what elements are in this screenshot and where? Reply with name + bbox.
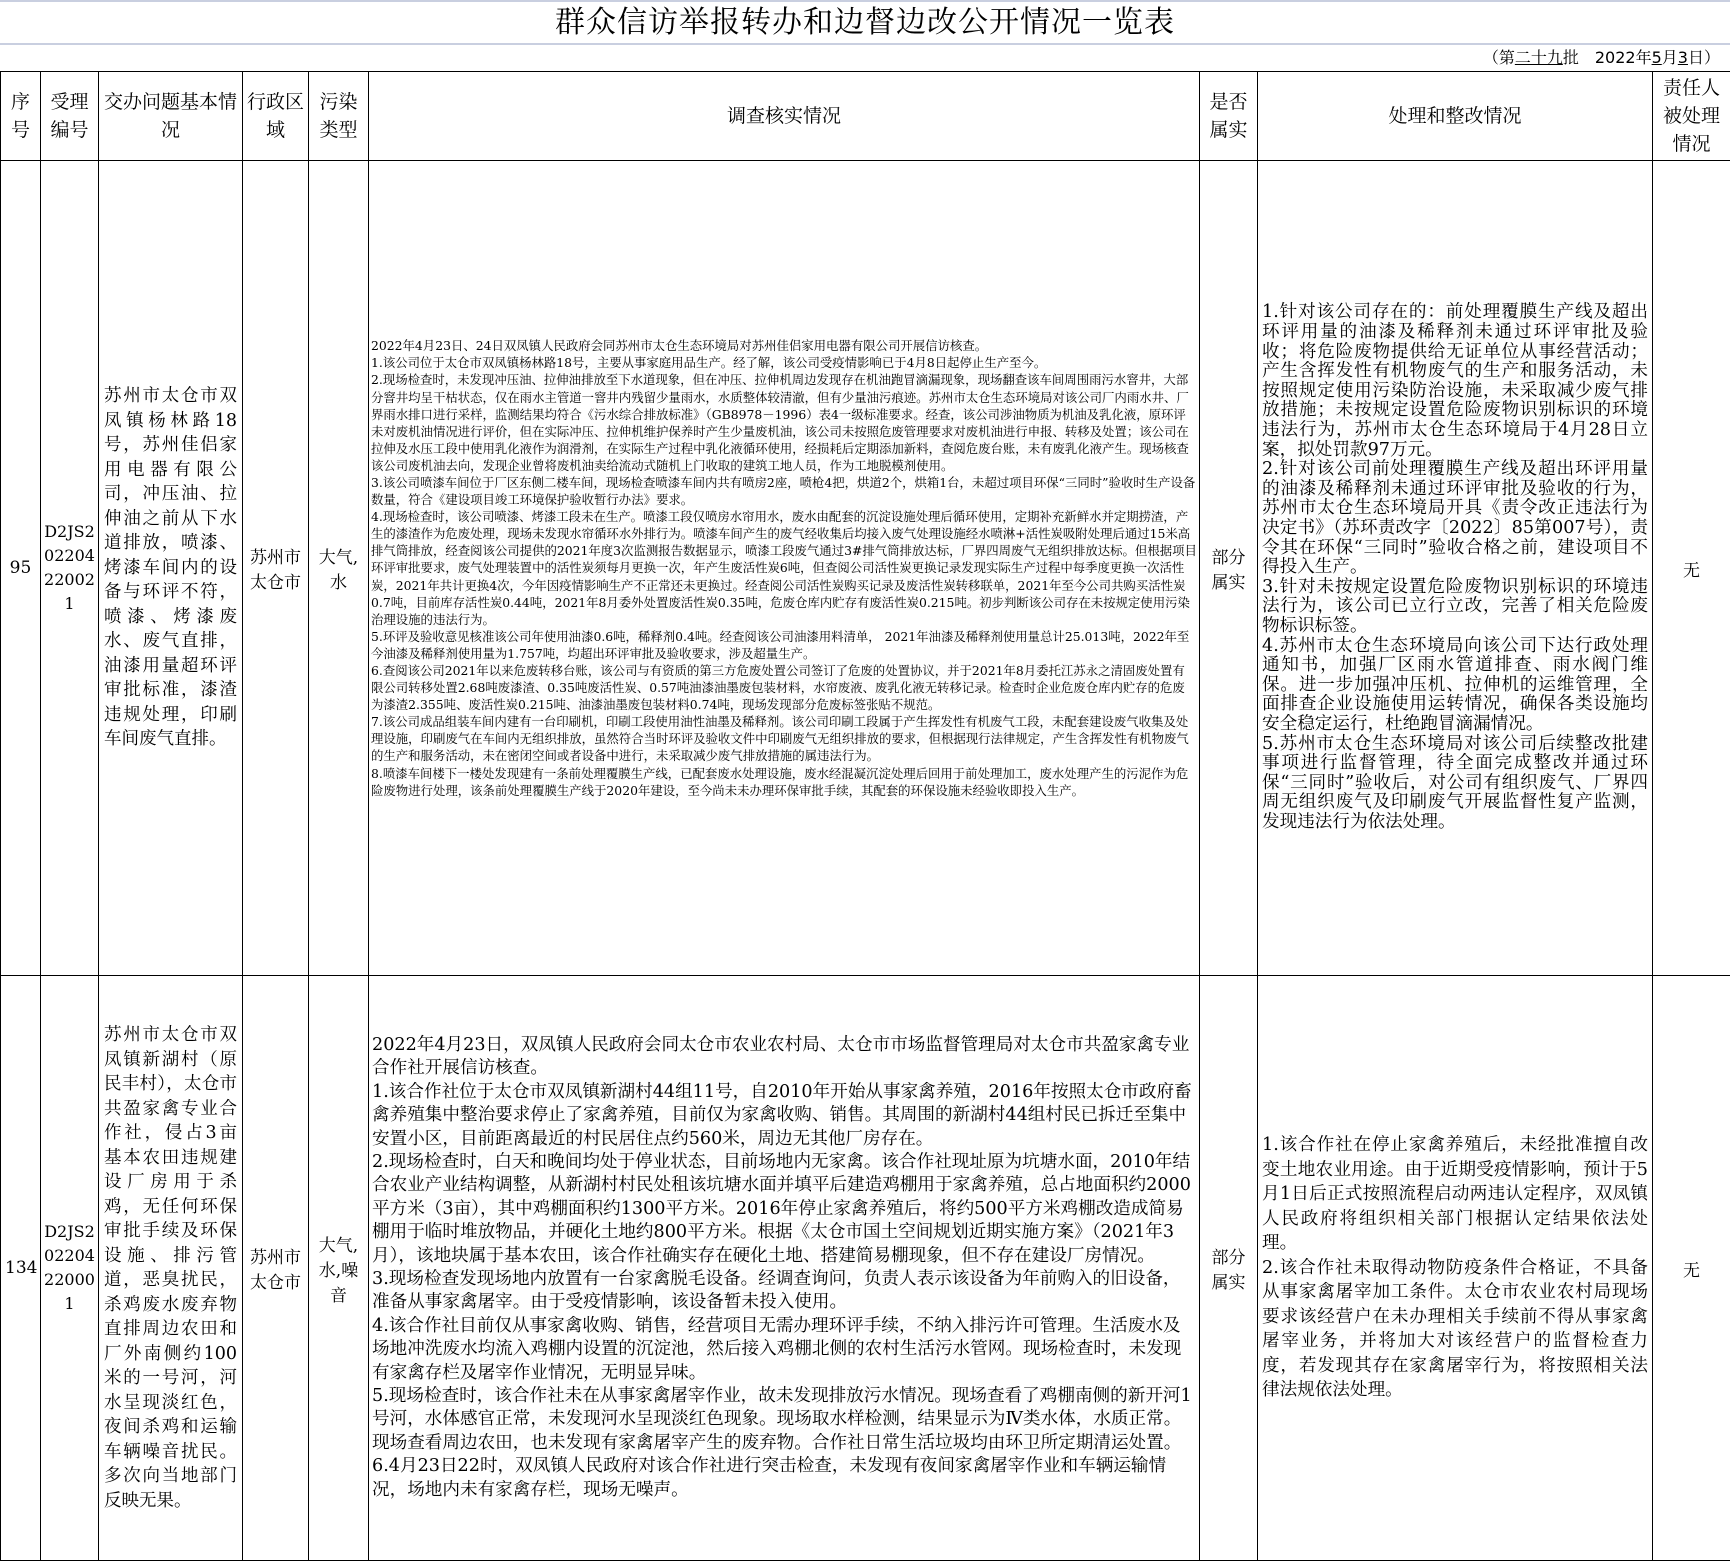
batch-date-subtitle	[0, 45, 1730, 71]
petition-table	[0, 71, 1730, 1561]
seq-cell: 134	[1, 976, 41, 1561]
subtitle-open: （第	[1482, 48, 1515, 67]
pollution-cell: 大气,水	[309, 161, 369, 976]
region-cell: 苏州市太仓市	[243, 161, 309, 976]
paragraph: 5.现场检查时，该合作社未在从事家禽屠宰作业，故未发现排放污水情况。现场查看了鸡棚南侧的新开河1号河，水体感官正常，未发现河水呈现淡红色现象。现场取水样检测，结果显示为Ⅳ类水体，水质正常。现场查看周边农田，也未发现有家禽屠宰产生的废弃物。合作社日常生活垃圾均由环卫所定期清运处置。	[372, 1386, 1192, 1453]
verified-cell: 部分属实	[1200, 161, 1258, 976]
handling-cell	[1258, 976, 1653, 1561]
table-row	[1, 976, 1730, 1561]
paragraph: 2.现场检查时，未发现冲压油、拉伸油排放至下水道现象，但在冲压、拉伸机周边发现存在机油跑冒滴漏现象，现场翻查该车间周围雨污水窨井，大部分窨井均呈干枯状态，仅在雨水主管道一窨井内残留少量雨水，水质整体较清澈，但有少量油污痕迹。苏州市太仓生态环境局对该公司厂内雨水井、厂界雨水排口进行采样，监测结果均符合《污水综合排放标准》（GB8978－1996）表4一级标准要求。经查，该公司涉油物质为机油及乳化液，原环评未对废机油情况进行评价，但在实际冲压、拉伸机维护保养时产生少量废机油，该公司未按照危废管理要求对废机油进行申报、转移及处置；该公司在拉伸及水压工段中使用乳化液作为润滑剂，在实际生产过程中乳化液循环使用，经损耗后定期添加新料，查阅危废台账，未有废乳化液产生。现场核查该公司废机油去向，发现企业曾将废机油卖给流动式随机上门收取的建筑工地人员，作为工地脱模剂使用。	[371, 372, 1189, 473]
investigation-cell	[369, 161, 1200, 976]
id-cell: D2JS202204220001	[41, 976, 99, 1561]
paragraph: 4.该合作社目前仅从事家禽收购、销售，经营项目无需办理环评手续，不纳入排污许可管理。生活废水及场地冲洗废水均流入鸡棚内设置的沉淀池，然后接入鸡棚北侧的农村生活污水管网。现场检查时，未发现有家禽存栏及屠宰作业情况，无明显异味。	[372, 1315, 1182, 1383]
paragraph: 2.该合作社未取得动物防疫条件合格证，不具备从事家禽屠宰加工条件。太仓市农业农村局现场要求该经营户在未办理相关手续前不得从事家禽屠宰业务，并将加大对该经营户的监督检查力度，若发现其存在家禽屠宰行为，将按照相关法律法规依法处理。	[1262, 1257, 1648, 1401]
paragraph: 1.针对该公司存在的：前处理覆膜生产线及超出环评用量的油漆及稀释剂未通过环评审批及验收；将危险废物提供给无证单位从事经营活动；产生含挥发性有机物废气的生产和服务活动，未按照规定使用污染防治设施，未采取减少废气排放措施；未按规定设置危险废物识别标识的环境违法行为，苏州市太仓生态环境局于4月28日立案，拟处罚款97万元。	[1262, 302, 1648, 460]
id-cell: D2JS202204220021	[41, 161, 99, 976]
header-responsible: 责任人被处理情况	[1653, 72, 1730, 161]
handling-cell	[1258, 161, 1653, 976]
header-region: 行政区域	[243, 72, 309, 161]
header-seq: 序号	[1, 72, 41, 161]
header-investigation: 调查核实情况	[369, 72, 1200, 161]
paragraph: 5.环评及验收意见核准该公司年使用油漆0.6吨，稀释剂0.4吨。经查阅该公司油漆用料清单， 2021年油漆及稀释剂使用量总计25.013吨，2022年至今油漆及稀释剂使用量为1.757吨，均超出环评审批及验收要求，涉及超量生产。	[371, 628, 1190, 661]
paragraph: 3.现场检查发现场地内放置有一台家禽脱毛设备。经调查询问，负责人表示该设备为年前购入的旧设备，准备从事家禽屠宰。由于受疫情影响，该设备暂未投入使用。	[372, 1269, 1181, 1313]
header-basic: 交办问题基本情况	[99, 72, 243, 161]
paragraph: 2.现场检查时，白天和晚间均处于停业状态，目前场地内无家禽。该合作社现址原为坑塘水面，2010年结合农业产业结构调整，从新湖村村民处租该坑塘水面并填平后建造鸡棚用于家禽养殖，总占地面积约2000平方米（3亩），其中鸡棚面积约1300平方米。2016年停止家禽养殖后，将约500平方米鸡棚改造成简易棚用于临时堆放物品，并硬化土地约800平方米。根据《太仓市国土空间规划近期实施方案》（2021年3月），该地块属于基本农田，该合作社确实存在硬化土地、搭建简易棚现象，但不存在建设厂房情况。	[372, 1151, 1191, 1266]
paragraph: 2.针对该公司前处理覆膜生产线及超出环评用量的油漆及稀释剂未通过环评审批及验收的行为，苏州市太仓生态环境局开具《责令改正违法行为决定书》（苏环责改字〔2022〕85第007号），责令其在环保“三同时”验收合格之前，建设项目不得投入生产。	[1262, 459, 1648, 578]
verified-cell: 部分属实	[1200, 976, 1258, 1561]
paragraph: 6.查阅该公司2021年以来危废转移台账，该公司与有资质的第三方危废处置公司签订了危废的处置协议，并于2021年8月委托江苏永之清固废处置有限公司转移处置2.68吨废漆渣、0.35吨废活性炭、0.57吨油漆油墨废包装材料，水帘废液、废乳化液无转移记录。检查时企业危废仓库内贮存的危废为漆渣2.355吨、废活性炭0.215吨、油漆油墨废包装材料0.74吨，现场发现部分危废标签张贴不规范。	[371, 663, 1185, 713]
basic-cell: 苏州市太仓市双凤镇杨林路18号，苏州佳侣家用电器有限公司，冲压油、拉伸油之前从下水道排放，喷漆、烤漆车间内的设备与环评不符，喷漆、烤漆废水、废气直排，油漆用量超环评审批标准，漆渣违规处理，印刷车间废气直排。	[99, 161, 243, 976]
month: 5	[1651, 48, 1662, 67]
responsible-cell: 无	[1653, 161, 1730, 976]
subtitle-month-suffix: 月	[1661, 48, 1678, 67]
paragraph: 6.4月23日22时，双凤镇人民政府对该合作社进行突击检查，未发现有夜间家禽屠宰作业和车辆运输情况，场地内未有家禽存栏，现场无噪声。	[372, 1456, 1167, 1500]
header-verified: 是否属实	[1200, 72, 1258, 161]
table-row	[1, 161, 1730, 976]
subtitle-close: 日）	[1687, 48, 1720, 67]
responsible-cell: 无	[1653, 976, 1730, 1561]
paragraph: 2022年4月23日，双凤镇人民政府会同太仓市农业农村局、太仓市市场监督管理局对太仓市共盈家禽专业合作社开展信访核查。	[372, 1034, 1190, 1079]
paragraph: 1.该公司位于太仓市双凤镇杨林路18号，主要从事家庭用品生产。经了解，该公司受疫情影响已于4月8日起停止生产至今。	[371, 355, 1047, 371]
pollution-cell: 大气,水,噪音	[309, 976, 369, 1561]
paragraph: 3.针对未按规定设置危险废物识别标识的环境违法行为，该公司已立行立改，完善了相关危险废物标识标签。	[1262, 576, 1648, 636]
paragraph: 4.现场检查时，该公司喷漆、烤漆工段未在生产。喷漆工段仅喷房水帘用水，废水由配套的沉淀设施处理后循环使用，定期补充新鲜水并定期捞渣，产生的漆渣作为危废处理，现场未发现水帘循环水外排行为。喷漆车间产生的废气经收集后均接入废气处理设施经水喷淋+活性炭吸附处理后通过15米高排气筒排放，经查阅该公司提供的2021年度3次监测报告数据显示，喷漆工段废气通过3#排气筒排放达标，厂界四周废气无组织排放达标。但根据项目环评审批要求，废气处理装置中的活性炭须每月更换一次，年产生废活性炭6吨，但查阅公司活性炭更换记录发现实际生产过程中每季度更换一次活性炭，2021年共计更换4次，今年因疫情影响生产不正常还未更换过。经查阅公司活性炭购买记录及废活性炭转移联单，2021年至今公司共购买活性炭0.7吨，目前库存活性炭0.44吨，2021年8月委外处置废活性炭0.35吨，危废仓库内贮存有废活性炭0.215吨。初步判断该公司存在未按规定使用污染治理设施的违法行为。	[371, 509, 1197, 627]
seq-cell: 95	[1, 161, 41, 976]
paragraph: 5.苏州市太仓生态环境局对该公司后续整改批建事项进行监督管理，待全面完成整改并通过环保“三同时”验收后，对公司有组织废气、厂界四周无组织废气及印刷废气开展监督性复产监测，发现违法行为依法处理。	[1262, 733, 1648, 832]
paragraph: 1.该合作社在停止家禽养殖后，未经批准擅自改变土地农业用途。由于近期受疫情影响，预计于5月1日后正式按照流程启动两违认定程序，双凤镇人民政府将组织相关部门根据认定结果依法处理。	[1262, 1135, 1648, 1254]
investigation-cell	[369, 976, 1200, 1561]
paragraph: 4.苏州市太仓生态环境局向该公司下达行政处理通知书，加强厂区雨水管道排查、雨水阀门维保。进一步加强冲压机、拉伸机的运维管理，全面排查企业设施使用运转情况，确保各类设施均安全稳定运行，杜绝跑冒滴漏情况。	[1262, 635, 1648, 734]
header-id: 受理编号	[41, 72, 99, 161]
day: 3	[1677, 48, 1688, 67]
paragraph: 7.该公司成品组装车间内建有一台印刷机，印刷工段使用油性油墨及稀释剂。该公司印刷工段属于产生挥发性有机废气工段，未配套建设废气收集及处理设施，印刷废气在车间内无组织排放，虽然符合当时环评及验收文件中印刷废气无组织排放的要求，但根据现行法律规定，产生含挥发性有机物废气的生产和服务活动，未在密闭空间或者设备中进行，未采取减少废气排放措施的属违法行为。	[371, 714, 1189, 764]
paragraph: 2022年4月23日、24日双凤镇人民政府会同苏州市太仓生态环境局对苏州佳侣家用电器有限公司开展信访核查。	[371, 338, 988, 354]
paragraph: 8.喷漆车间楼下一楼处发现建有一条前处理覆膜生产线，已配套废水处理设施，废水经混凝沉淀处理后回用于前处理加工，废水处理产生的污泥作为危险废物进行处理，该条前处理覆膜生产线于2020年建设，至今尚未未办理环保审批手续，其配套的环保设施未经验收即投入生产。	[371, 765, 1189, 798]
basic-cell: 苏州市太仓市双凤镇新湖村（原民丰村），太仓市共盈家禽专业合作社，侵占3亩基本农田违规建设厂房用于杀鸡，无任何环保审批手续及环保设施、排污管道，恶臭扰民，杀鸡废水废弃物直排周边农田和厂外南侧约100米的一号河，河水呈现淡红色，夜间杀鸡和运输车辆噪音扰民。多次向当地部门反映无果。	[99, 976, 243, 1561]
header-pollution: 污染类型	[309, 72, 369, 161]
subtitle-batch-suffix: 批 2022年	[1562, 48, 1652, 67]
header-row	[1, 72, 1730, 161]
paragraph: 1.该合作社位于太仓市双凤镇新湖村44组11号，自2010年开始从事家禽养殖，2016年按照太仓市政府畜禽养殖集中整治要求停止了家禽养殖，目前仅为家禽收购、销售。其周围的新湖村44组村民已拆迁至集中安置小区，目前距离最近的村民居住点约560米，周边无其他厂房存在。	[372, 1081, 1192, 1149]
batch-number: 二十九	[1514, 48, 1563, 67]
paragraph: 3.该公司喷漆车间位于厂区东侧二楼车间，现场检查喷漆车间内共有喷房2座，喷枪4把，烘道2个，烘箱1台，未超过项目环保“三同时”验收时生产设备数量，符合《建设项目竣工环境保护验收暂行办法》要求。	[371, 474, 1196, 508]
page-title: 群众信访举报转办和边督边改公开情况一览表	[0, 0, 1730, 45]
header-handling: 处理和整改情况	[1258, 72, 1653, 161]
region-cell: 苏州市太仓市	[243, 976, 309, 1561]
